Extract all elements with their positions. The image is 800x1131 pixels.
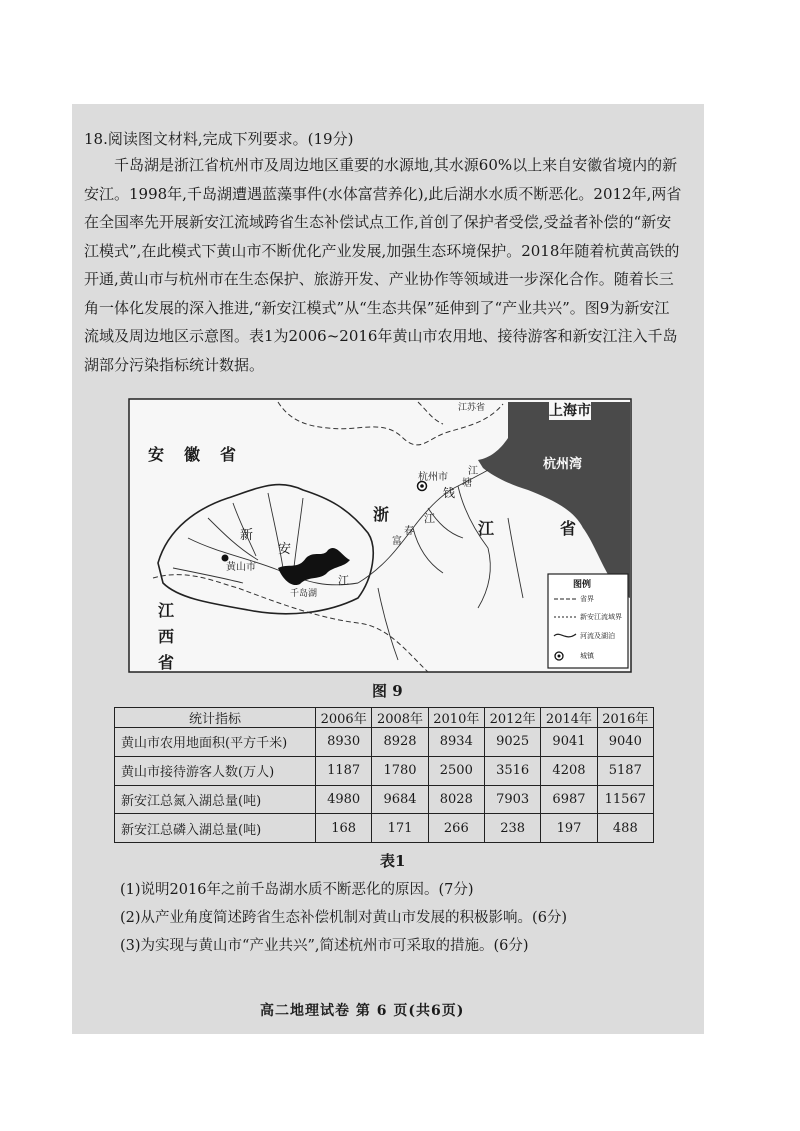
table-header-cell: 2016年 bbox=[597, 708, 653, 728]
legend-item-rivers-lakes: 河流及湖泊 bbox=[580, 632, 615, 640]
map-figure bbox=[128, 398, 632, 673]
legend-item-basin-border: 新安江流域界 bbox=[580, 613, 622, 621]
map-label-xin: 新 bbox=[240, 528, 254, 543]
table-cell: 238 bbox=[484, 814, 540, 843]
table-cell: 168 bbox=[316, 814, 372, 843]
table-cell: 6987 bbox=[541, 785, 597, 814]
table-cell: 8934 bbox=[428, 728, 484, 757]
table-cell: 266 bbox=[428, 814, 484, 843]
map-label-jiangsu: 江苏省 bbox=[458, 403, 486, 413]
map-label-jiang-zhejiang: 江 bbox=[478, 519, 495, 538]
table-cell: 1780 bbox=[372, 756, 428, 785]
map-label-hangzhou: 杭州市 bbox=[418, 472, 448, 483]
subquestion-1: (1)说明2016年之前千岛湖水质不断恶化的原因。(7分) bbox=[120, 882, 474, 898]
map-label-an: 安 bbox=[278, 542, 292, 557]
table-cell: 3516 bbox=[484, 756, 540, 785]
table-header-cell: 2008年 bbox=[372, 708, 428, 728]
map-label-sheng-zhejiang: 省 bbox=[560, 519, 577, 538]
table-cell: 9684 bbox=[372, 785, 428, 814]
table-cell: 2500 bbox=[428, 756, 484, 785]
table-header-cell: 2014年 bbox=[541, 708, 597, 728]
map-label-jiangxi: 江西省 bbox=[158, 601, 175, 672]
table-row-label: 新安江总磷入湖总量(吨) bbox=[115, 814, 316, 843]
map-label-shanghai: 上海市 bbox=[549, 400, 591, 420]
map-label-hangzhou-bay: 杭州湾 bbox=[543, 457, 583, 472]
table-cell: 4980 bbox=[316, 785, 372, 814]
legend-item-towns: 城镇 bbox=[580, 652, 594, 660]
table-cell: 8028 bbox=[428, 785, 484, 814]
table-cell: 11567 bbox=[597, 785, 653, 814]
table-header-row bbox=[115, 708, 654, 728]
table-row-label: 新安江总氮入湖总量(吨) bbox=[115, 785, 316, 814]
table-cell: 197 bbox=[541, 814, 597, 843]
table-cell: 7903 bbox=[484, 785, 540, 814]
table-header-cell: 2010年 bbox=[428, 708, 484, 728]
statistics-table bbox=[114, 707, 654, 843]
table-cell: 1187 bbox=[316, 756, 372, 785]
subquestion-3: (3)为实现与黄山市“产业共兴”,简述杭州市可采取的措施。(6分) bbox=[120, 938, 529, 954]
table-row-label: 黄山市农用地面积(平方千米) bbox=[115, 728, 316, 757]
figure-caption: 图 9 bbox=[372, 682, 403, 700]
map-label-qiandao: 千岛湖 bbox=[290, 589, 318, 599]
table-cell: 9041 bbox=[541, 728, 597, 757]
table-header-cell: 2012年 bbox=[484, 708, 540, 728]
question-paragraph: 千岛湖是浙江省杭州市及周边地区重要的水源地,其水源60%以上来自安徽省境内的新安江。1998年,千岛湖遭遇蓝藻事件(水体富营养化),此后湖水水质不断恶化。2012年,两省在全国率先开展新安江流域跨省生态补偿试点工作,首创了保护者受偿,受益者补偿的“新安江模式”,在此模式下黄山市不断优化产业发展,加强生态环境保护。2018年随着杭黄高铁的开通,黄山市与杭州市在生态保护、旅游开发、产业协作等领域进一步深化合作。随着长三角一体化发展的深入推进,“新安江模式”从“生态共保”延伸到了“产业共兴”。图9为新安江流域及周边地区示意图。表1为2006~2016年黄山市农用地、接待游客和新安江注入千岛湖部分污染指标统计数据。 bbox=[84, 156, 682, 374]
table-header-cell: 统计指标 bbox=[115, 708, 316, 728]
map-label-chun: 春 bbox=[404, 526, 414, 537]
map-label-tang: 塘 bbox=[462, 478, 472, 489]
map-label-jiang-fuchun: 江 bbox=[424, 512, 435, 525]
table-cell: 5187 bbox=[597, 756, 653, 785]
table-caption: 表1 bbox=[380, 852, 406, 870]
table-cell: 8930 bbox=[316, 728, 372, 757]
subquestion-2: (2)从产业角度简述跨省生态补偿机制对黄山市发展的积极影响。(6分) bbox=[120, 910, 568, 926]
map-label-jiang-xinan: 江 bbox=[338, 574, 349, 587]
table-row-label: 黄山市接待游客人数(万人) bbox=[115, 756, 316, 785]
table-row bbox=[115, 728, 654, 757]
legend-item-province-border: 省界 bbox=[580, 595, 594, 603]
question-title: 18.阅读图文材料,完成下列要求。(19分) bbox=[84, 130, 354, 148]
table-cell: 171 bbox=[372, 814, 428, 843]
table-row bbox=[115, 814, 654, 843]
table-row bbox=[115, 785, 654, 814]
map-label-fu: 富 bbox=[392, 536, 402, 547]
map-label-jiang-qiantang: 江 bbox=[468, 466, 478, 477]
map-label-anhui: 安 徽 省 bbox=[148, 445, 239, 464]
page-footer: 高二地理试卷 第 6 页(共6页) bbox=[260, 1003, 465, 1019]
map-label-zhe: 浙 bbox=[373, 505, 390, 524]
legend-title: 图例 bbox=[573, 580, 592, 590]
map-svg bbox=[128, 398, 632, 673]
table-cell: 488 bbox=[597, 814, 653, 843]
map-label-qian: 钱 bbox=[443, 486, 456, 500]
table-header-cell: 2006年 bbox=[316, 708, 372, 728]
table-row bbox=[115, 756, 654, 785]
table-cell: 9040 bbox=[597, 728, 653, 757]
table-cell: 8928 bbox=[372, 728, 428, 757]
table-cell: 9025 bbox=[484, 728, 540, 757]
table-cell: 4208 bbox=[541, 756, 597, 785]
map-label-huangshan: 黄山市 bbox=[226, 562, 256, 573]
